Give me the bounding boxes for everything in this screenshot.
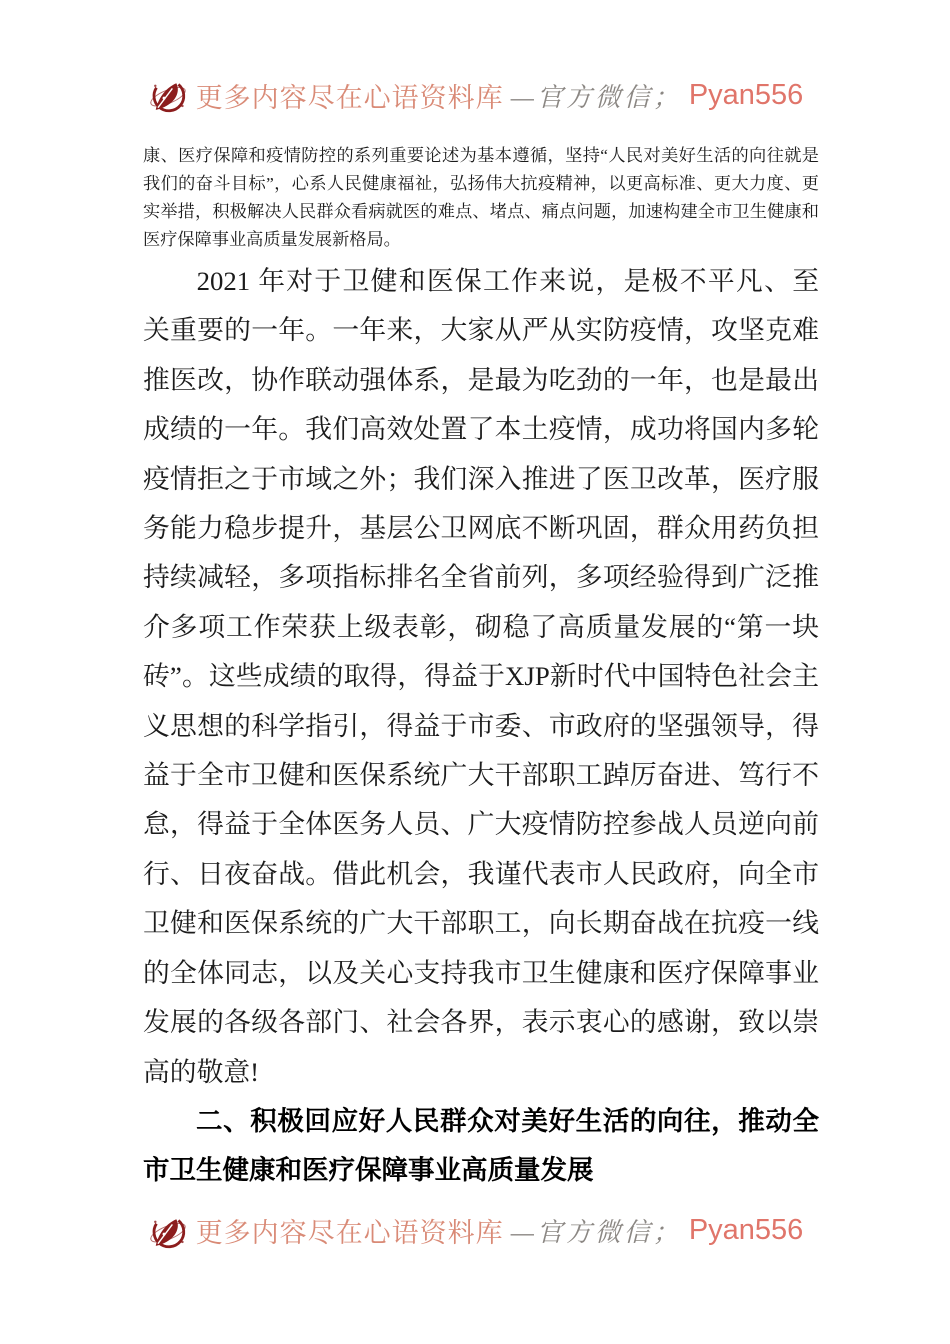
paragraph-body: 2021 年对于卫健和医保工作来说，是极不平凡、至关重要的一年。一年来，大家从严从实防疫情，攻坚克难推医改，协作联动强体系，是最为吃劲的一年，也是最出成绩的一年。我们高效处置了本土疫情，成功将国内多轮疫情拒之于市域之外；我们深入推进了医卫改革，医疗服务能力稳步提升，基层公卫网底不断巩固，群众用药负担持续减轻，多项指标排名全省前列，多项经验得到广泛推介多项工作荣获上级表彰，砌稳了高质量发展的“第一块砖”。这些成绩的取得，得益于XJP新时代中国特色社会主义思想的科学指引，得益于市委、市政府的坚强领导，得益于全市卫健和医保系统广大干部职工踔厉奋进、笃行不怠，得益于全体医务人员、广大疫情防控参战人员逆向前行、日夜奋战。借此机会，我谨代表市人民政府，向全市卫健和医保系统的广大干部职工，向长期奋战在抗疫一线的全体同志，以及关心支持我市卫生健康和医疗保障事业发展的各级各部门、社会各界，表示衷心的感谢，致以崇高的敬意! <box>143 266 819 1087</box>
paragraph-continuation: 康、医疗保障和疫情防控的系列重要论述为基本遵循，坚持“人民对美好生活的向往就是我们的奋斗目标”，心系人民健康福祉，弘扬伟大抗疫精神，以更高标准、更大力度、更实举措，积极解决人民群众看病就医的难点、堵点、痛点问题，加速构建全市卫生健康和医疗保障事业高质量发展新格局。 <box>143 146 819 249</box>
document-content <box>143 142 819 1196</box>
watermark-channel-label: —官方微信； <box>510 1218 682 1248</box>
watermark-header <box>0 0 950 118</box>
watermark-wechat-id: Pyan556 <box>688 78 804 111</box>
watermark-wechat-id: Pyan556 <box>688 1214 804 1247</box>
pen-nib-logo-icon <box>147 72 189 118</box>
watermark-brand-text: 更多内容尽在心语资料库 <box>195 82 504 113</box>
watermark-footer <box>0 1208 950 1254</box>
watermark-channel-label: —官方微信； <box>510 82 682 112</box>
pen-nib-logo-icon <box>147 1208 189 1254</box>
watermark-brand-text: 更多内容尽在心语资料库 <box>195 1218 504 1249</box>
section-heading: 二、积极回应好人民群众对美好生活的向往，推动全市卫生健康和医疗保障事业高质量发展 <box>143 1105 819 1186</box>
